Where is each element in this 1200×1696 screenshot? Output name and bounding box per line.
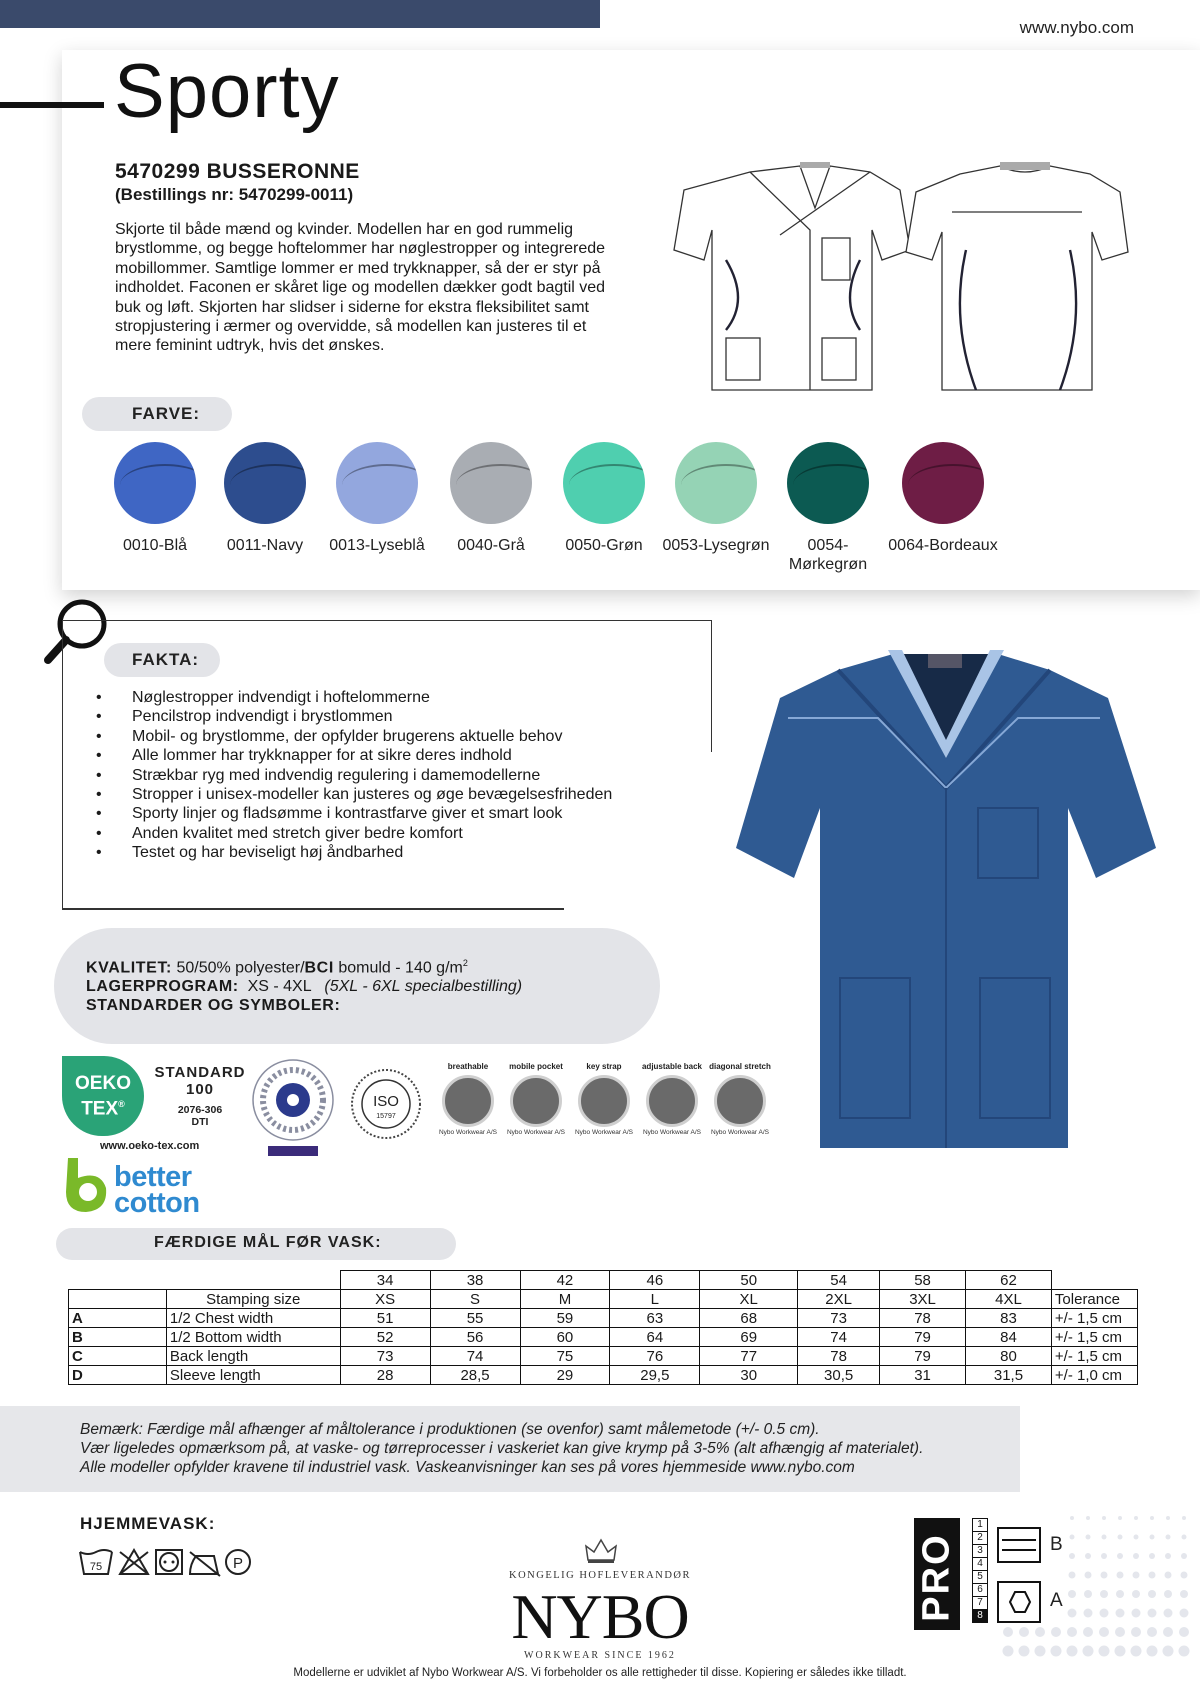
- facts-heading: FAKTA:: [104, 643, 220, 677]
- measurement-rows: [69, 1309, 1138, 1385]
- pattern-dot: [1069, 1572, 1076, 1579]
- pattern-dot: [1070, 1516, 1074, 1520]
- feature-symbol-icon: [714, 1075, 766, 1127]
- pattern-dot: [1067, 1646, 1078, 1657]
- stock-line: LAGERPROGRAM: XS - 4XL (5XL - 6XL specialbestilling): [86, 978, 523, 996]
- pattern-dot: [1102, 1535, 1107, 1540]
- feature-symbol: mobile pocket Nybo Workwear A/S: [506, 1062, 566, 1136]
- pattern-dot: [1070, 1535, 1075, 1540]
- pattern-dot: [1117, 1553, 1123, 1559]
- pattern-dot: [1086, 1516, 1090, 1520]
- pattern-dot: [1166, 1535, 1171, 1540]
- pattern-dot: [1051, 1627, 1061, 1637]
- fact-item: • Testet og har beviseligt høj åndbarhed: [96, 843, 612, 862]
- table-row: C Back length 73 74 75 76 77 78 79 80 +/- 1,5 cm: [69, 1347, 1138, 1366]
- pattern-dot: [1134, 1516, 1138, 1520]
- pro-badge: PRO: [914, 1518, 960, 1630]
- pattern-dot: [1116, 1609, 1125, 1618]
- feature-symbol: key strap Nybo Workwear A/S: [574, 1062, 634, 1136]
- pro-level: 1: [972, 1518, 988, 1532]
- color-label: 0010-Blå: [122, 537, 188, 554]
- page-title: Sporty: [114, 49, 340, 134]
- front-sketch: [674, 166, 910, 390]
- pattern-dot: [1131, 1627, 1141, 1637]
- color-label: 0054-Mørkegrøn: [788, 537, 868, 573]
- social-accountability-seal: [248, 1058, 338, 1158]
- pattern-dot: [1068, 1590, 1076, 1598]
- pattern-dot: [1181, 1572, 1188, 1579]
- feature-symbol-icon: [578, 1075, 630, 1127]
- quality-line: KVALITET: 50/50% polyester/BCI bomuld - 140 $g/m^2$: [86, 958, 468, 977]
- pattern-dot: [1099, 1627, 1109, 1637]
- dot-pattern: [1000, 1512, 1196, 1662]
- pattern-dot: [1083, 1627, 1093, 1637]
- pattern-dot: [1149, 1572, 1156, 1579]
- pro-level: 4: [972, 1557, 988, 1571]
- color-label: 0011-Navy: [226, 537, 304, 554]
- pattern-dot: [1134, 1535, 1139, 1540]
- brand-logo: NYBO: [511, 1581, 689, 1652]
- pattern-dot: [1148, 1590, 1156, 1598]
- royal-supplier: KONGELIG HOFLEVERANDØR: [508, 1570, 692, 1581]
- better-cotton-logo: better cotton: [114, 1161, 200, 1219]
- color-label: 0064-Bordeaux: [888, 537, 998, 554]
- product-photo: [728, 648, 1162, 1158]
- better-cotton-icon: [60, 1154, 112, 1214]
- product-description: Skjorte til både mænd og kvinder. Modellen har en god rummelig brystlomme, og begge hoftelommer har nøglestropper og integrerede mobillommer. Samtlige lommer er med trykknapper, så der er styr på indholdet. Faconen er skåret lige og modellen dækker godt bagtil ved buk og løft. Skjorten har slidser i siderne for ekstra fleksibilitet samt stropjustering i ærmer og overvidde, så modellen kan justeres til et mere feminint udtryk, hvis det ønskes.: [115, 221, 606, 355]
- color-swatch[interactable]: [114, 442, 196, 524]
- table-row: B 1/2 Bottom width 52 56 60 64 69 74 79 84 +/- 1,5 cm: [69, 1328, 1138, 1347]
- footer-copyright: Modellerne er udviklet af Nybo Workwear A/S. Vi forbeholder os alle rettigheder til disse. Kopiering er således ikke tilladt.: [293, 1667, 907, 1679]
- pattern-dot: [1148, 1609, 1157, 1618]
- pattern-dot: [1165, 1553, 1171, 1559]
- fact-item: • Nøglestropper indvendigt i hoftelommerne: [96, 688, 612, 707]
- fact-item: • Stropper i unisex-modeller kan justeres og øge bevægelsesfriheden: [96, 785, 612, 804]
- iso-seal: [350, 1068, 422, 1140]
- technical-drawing: [660, 160, 1170, 400]
- pattern-dot: [1035, 1646, 1046, 1657]
- standards-label: STANDARDER OG SYMBOLER:: [86, 997, 341, 1015]
- svg-text:ISO: ISO: [373, 1093, 399, 1110]
- svg-text:75: 75: [89, 1561, 103, 1573]
- pattern-dot: [1149, 1553, 1155, 1559]
- color-label: 0050-Grøn: [565, 537, 643, 554]
- feature-symbol: breathable Nybo Workwear A/S: [438, 1062, 498, 1136]
- oeko-tex-logo: OEKO TEX®: [62, 1056, 144, 1136]
- measurements-heading: FÆRDIGE MÅL FØR VASK:: [56, 1228, 456, 1260]
- color-swatch[interactable]: [902, 442, 984, 524]
- eu-size-row: 34 38 42 46 50 54 58 62: [69, 1271, 1138, 1290]
- pattern-dot: [1100, 1590, 1108, 1598]
- feature-symbol-icon: [646, 1075, 698, 1127]
- quality-box: [54, 928, 660, 1044]
- table-row: A 1/2 Chest width 51 55 59 63 68 73 78 83 +/- 1,5 cm: [69, 1309, 1138, 1328]
- pattern-dot: [1182, 1516, 1186, 1520]
- pattern-dot: [1003, 1627, 1013, 1637]
- top-accent-bar: [0, 0, 600, 28]
- pattern-dot: [1099, 1646, 1110, 1657]
- pattern-dot: [1101, 1553, 1107, 1559]
- pattern-dot: [1084, 1609, 1093, 1618]
- home-wash-heading: HJEMMEVASK:: [80, 1514, 216, 1533]
- color-swatch[interactable]: [224, 442, 306, 524]
- pattern-dot: [1179, 1627, 1189, 1637]
- back-sketch: [906, 166, 1128, 390]
- pro-level: 7: [972, 1596, 988, 1610]
- facts-list: [96, 688, 612, 863]
- oeko-tex-standard: STANDARD 100 2076-306 DTI: [154, 1064, 246, 1128]
- pattern-dot: [1164, 1590, 1172, 1598]
- pattern-dot: [1132, 1609, 1141, 1618]
- pattern-dot: [1069, 1553, 1075, 1559]
- pattern-dot: [1115, 1627, 1125, 1637]
- size-table: [68, 1270, 1138, 1385]
- fact-item: • Strækbar ryg med indvendig regulering i damemodellerne: [96, 766, 612, 785]
- pattern-dot: [1019, 1646, 1030, 1657]
- color-swatch[interactable]: [450, 442, 532, 524]
- pattern-dot: [1102, 1516, 1106, 1520]
- svg-text:15797: 15797: [376, 1113, 396, 1120]
- color-swatch[interactable]: [336, 442, 418, 524]
- care-symbols: [78, 1546, 268, 1580]
- pro-b-label: B: [1050, 1534, 1063, 1555]
- pattern-dot: [1133, 1572, 1140, 1579]
- pro-level: 2: [972, 1531, 988, 1545]
- pattern-dot: [1147, 1627, 1157, 1637]
- pattern-dot: [1067, 1627, 1077, 1637]
- pattern-dot: [1164, 1609, 1173, 1618]
- pattern-dot: [1086, 1535, 1091, 1540]
- pattern-dot: [1116, 1590, 1124, 1598]
- pattern-dot: [1083, 1646, 1094, 1657]
- pattern-dot: [1085, 1572, 1092, 1579]
- pattern-dot: [1133, 1553, 1139, 1559]
- pro-level: 6: [972, 1583, 988, 1597]
- product-number: 5470299 BUSSERONNE: [115, 160, 360, 183]
- table-row: D Sleeve length 28 28,5 29 29,5 30 30,5 31 31,5 +/- 1,0 cm: [69, 1366, 1138, 1385]
- pro-level: 8: [972, 1609, 988, 1623]
- pattern-dot: [1150, 1535, 1155, 1540]
- feature-symbol-icon: [442, 1075, 494, 1127]
- pattern-dot: [1035, 1627, 1045, 1637]
- color-swatch[interactable]: [563, 442, 645, 524]
- pattern-dot: [1003, 1646, 1014, 1657]
- pattern-dot: [1150, 1516, 1154, 1520]
- fact-item: • Sporty linjer og fladsømme i kontrastfarve giver et smart look: [96, 804, 612, 823]
- pro-level-scale: [972, 1518, 988, 1623]
- pro-level: 5: [972, 1570, 988, 1584]
- pro-level: 3: [972, 1544, 988, 1558]
- fact-item: • Anden kvalitet med stretch giver bedre komfort: [96, 824, 612, 843]
- pattern-dot: [1180, 1590, 1188, 1598]
- pattern-dot: [1100, 1609, 1109, 1618]
- pattern-dot: [1101, 1572, 1108, 1579]
- fact-item: • Mobil- og brystlomme, der opfylder brugerens aktuelle behov: [96, 727, 612, 746]
- color-heading: FARVE:: [82, 397, 232, 431]
- pattern-dot: [1085, 1553, 1091, 1559]
- pattern-dot: [1163, 1627, 1173, 1637]
- svg-text:P: P: [232, 1555, 244, 1572]
- fact-item: • Alle lommer har trykknapper for at sikre deres indhold: [96, 746, 612, 765]
- pattern-dot: [1068, 1609, 1077, 1618]
- pattern-dot: [1182, 1535, 1187, 1540]
- color-label: 0040-Grå: [457, 537, 525, 554]
- pattern-dot: [1147, 1646, 1158, 1657]
- crown-icon: [584, 1538, 618, 1564]
- pattern-dot: [1180, 1609, 1189, 1618]
- pro-a-label: A: [1050, 1590, 1063, 1611]
- measurement-note: Bemærk: Færdige mål afhænger af måltolerance i produktionen (se ovenfor) samt målemetode (+/- 0.5 cm). Vær ligeledes opmærksom på, at vaske- og tørreprocesser i vaskeriet kan give krymp på 3-5% (alt afhængig af materialet). Alle modeller opfylder kravene til industriel vask. Vaskeanvisninger kan ses på vores hjemmeside www.nybo.com: [0, 1406, 1020, 1492]
- pattern-dot: [1019, 1627, 1029, 1637]
- color-label: 0013-Lyseblå: [329, 537, 425, 554]
- brand-since: WORKWEAR SINCE 1962: [524, 1650, 676, 1661]
- pattern-dot: [1051, 1646, 1062, 1657]
- pattern-dot: [1181, 1553, 1187, 1559]
- fact-item: • Pencilstrop indvendigt i brystlommen: [96, 707, 612, 726]
- feature-symbol: diagonal stretch Nybo Workwear A/S: [709, 1062, 771, 1136]
- pattern-dot: [1118, 1516, 1122, 1520]
- pattern-dot: [1166, 1516, 1170, 1520]
- pattern-dot: [1163, 1646, 1174, 1657]
- pattern-dot: [1118, 1535, 1123, 1540]
- pattern-dot: [1131, 1646, 1142, 1657]
- pattern-dot: [1084, 1590, 1092, 1598]
- stamping-size-row: Stamping size XS S M L XL 2XL 3XL 4XL Tolerance: [69, 1290, 1138, 1309]
- color-label: 0053-Lysegrøn: [662, 537, 770, 554]
- pattern-dot: [1179, 1646, 1190, 1657]
- color-swatch[interactable]: [675, 442, 757, 524]
- website-url[interactable]: www.nybo.com: [1019, 18, 1134, 37]
- feature-symbol: adjustable back Nybo Workwear A/S: [641, 1062, 703, 1136]
- pattern-dot: [1132, 1590, 1140, 1598]
- pattern-dot: [1117, 1572, 1124, 1579]
- oeko-tex-url: www.oeko-tex.com: [100, 1140, 200, 1152]
- order-number: (Bestillings nr: 5470299-0011): [115, 185, 354, 204]
- pattern-dot: [1115, 1646, 1126, 1657]
- color-swatch[interactable]: [787, 442, 869, 524]
- feature-symbol-icon: [510, 1075, 562, 1127]
- title-rule: [0, 102, 104, 108]
- pattern-dot: [1165, 1572, 1172, 1579]
